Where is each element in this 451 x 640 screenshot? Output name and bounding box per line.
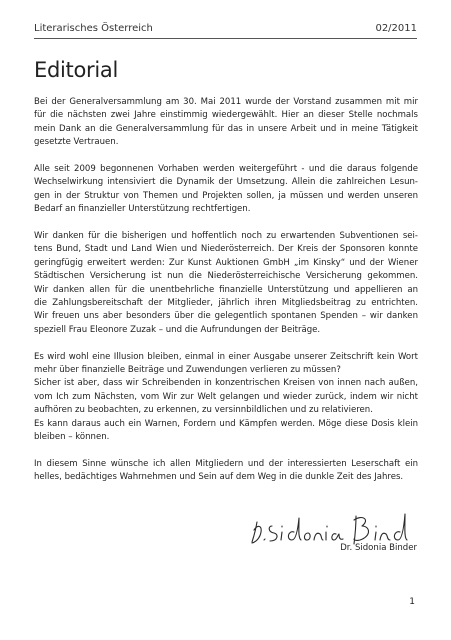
- header-rule: [34, 38, 417, 39]
- text-line: Wir freuen uns aber besonders über die gelegentlich spontanen Spenden – wir danken: [34, 311, 418, 322]
- text-line: speziell Frau Eleonore Zuzak – und die Aufrundungen der Beiträge.: [34, 324, 321, 335]
- text-line: geringfügig erweitert werden: Zur Kunst Auktionen GmbH „im Kinsky“ und der Wiener: [34, 257, 418, 268]
- text-line: Bedarf an finanzieller Unterstützung rechtfertigen.: [34, 204, 251, 215]
- paragraph: [34, 458, 418, 485]
- page-number: 1: [409, 597, 415, 607]
- text-line: bleiben – können.: [34, 432, 110, 443]
- text-line: tens Bund, Stadt und Land Wien und Niederösterreich. Der Kreis der Sponsoren konnte: [34, 244, 418, 255]
- paragraph: [34, 351, 418, 445]
- text-line: Städtischen Versicherung ist nun die Niederösterreichische Versicherung gekommen.: [34, 271, 418, 282]
- text-line: Es kann daraus auch ein Warnen, Fordern und Kämpfen werden. Möge diese Dosis klein: [34, 418, 418, 429]
- text-line: In diesem Sinne wünsche ich allen Mitgliedern und der interessierten Leserschaft ein: [34, 458, 418, 469]
- paragraph: [34, 230, 418, 337]
- text-line: mehr über finanzielle Beiträge und Zuwendungen verlieren zu müssen?: [34, 365, 341, 376]
- text-line: die Zahlungsbereitschaft der Mitglieder, jährlich ihren Mitgliedsbeitrag zu entrichten.: [34, 298, 418, 309]
- text-line: gesetzte Vertrauen.: [34, 137, 119, 148]
- publication-name: Literarisches Österreich: [34, 23, 153, 34]
- page-title: Editorial: [34, 58, 118, 82]
- text-line: Alle seit 2009 begonnenen Vorhaben werden weitergeführt - und die daraus folgende: [34, 164, 418, 175]
- text-line: für die nächsten zwei Jahre einstimmig wiedergewählt. Hier an dieser Stelle nochmals: [34, 110, 418, 121]
- paragraph: [34, 163, 418, 217]
- text-line: Bei der Generalversammlung am 30. Mai 2011 wurde der Vorstand zusammen mit mir: [34, 97, 418, 107]
- signer-name: Dr. Sidonia Binder: [340, 543, 417, 553]
- text-line: mein Dank an die Generalversammlung für das in unsere Arbeit und in meine Tätigkeit: [34, 123, 418, 134]
- issue-number: 02/2011: [375, 23, 417, 34]
- text-line: Sicher ist aber, dass wir Schreibenden in konzentrischen Kreisen von innen nach außen,: [34, 378, 418, 389]
- running-header: [34, 14, 417, 34]
- text-line: vom Ich zum Nächsten, vom Wir zur Welt gelangen und wieder zurück, indem wir nicht: [34, 391, 418, 402]
- editorial-body: [34, 96, 418, 498]
- text-line: gen in der Struktur von Themen und Projekten sollen, ja müssen und werden unseren: [34, 190, 418, 201]
- text-line: Wir danken allen für die unentbehrliche finanzielle Unterstützung und appellieren an: [34, 284, 418, 295]
- text-line: Es wird wohl eine Illusion bleiben, einmal in einer Ausgabe unserer Zeitschrift kein Wort: [34, 351, 418, 362]
- text-line: helles, bedächtiges Wahrnehmen und Sein auf dem Weg in die dunkle Zeit des Jahres.: [34, 472, 404, 483]
- paragraph: [34, 96, 418, 150]
- text-line: Wechselwirkung intensiviert die Dynamik der Umsetzung. Allein die zahlreichen Lesun-: [34, 177, 418, 188]
- text-line: Wir danken für die bisherigen und hoffentlich noch zu erwartenden Subventionen sei-: [34, 231, 418, 242]
- text-line: aufhören zu beobachten, zu erkennen, zu versinnbildlichen und zu relativieren.: [34, 405, 373, 416]
